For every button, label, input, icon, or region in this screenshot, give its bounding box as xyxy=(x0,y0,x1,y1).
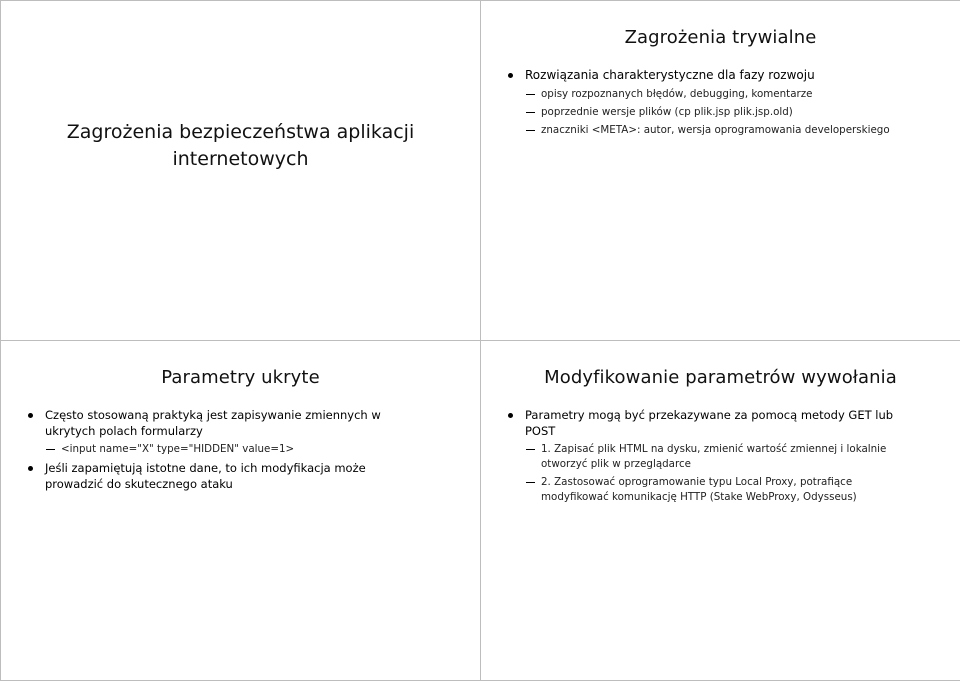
slide-title: Zagrożenia trywialne xyxy=(624,27,817,48)
slide-content xyxy=(45,407,420,492)
slide-content xyxy=(525,407,900,508)
slide-trivial-threats xyxy=(480,0,960,341)
bullet-item: Jeśli zapamiętują istotne dane, to ich modyfikacja może prowadzić do skutecznego ataku xyxy=(45,460,420,492)
slide-title-page xyxy=(0,0,481,341)
bullet-item: Często stosowaną praktyką jest zapisywanie zmiennych w ukrytych polach formularzy xyxy=(45,407,420,439)
bullet-item: Parametry mogą być przekazywane za pomocą metody GET lub POST xyxy=(525,407,900,439)
slide-modifying-parameters xyxy=(480,340,960,681)
sub-item: opisy rozpoznanych błędów, debugging, komentarze xyxy=(541,85,930,103)
sub-item: poprzednie wersje plików (cp plik.jsp plik.jsp.old) xyxy=(541,103,930,121)
sub-item: 2. Zastosować oprogramowanie typu Local Proxy, potrafiące modyfikować komunikację HTTP (Stake WebProxy, Odysseus) xyxy=(541,475,900,505)
slide-content xyxy=(525,67,930,139)
slide-title: Modyfikowanie parametrów wywołania xyxy=(544,367,897,388)
main-title-line-1: Zagrożenia bezpieczeństwa aplikacji xyxy=(66,121,415,143)
sub-item: 1. Zapisać plik HTML na dysku, zmienić wartość zmiennej i lokalnie otworzyć plik w przeglądarce xyxy=(541,442,900,472)
slide-hidden-parameters xyxy=(0,340,481,681)
bullet-item: Rozwiązania charakterystyczne dla fazy rozwoju xyxy=(525,67,930,83)
main-title-line-2: internetowych xyxy=(172,148,309,170)
sub-item: <input name="X" type="HIDDEN" value=1> xyxy=(61,442,420,457)
sub-item: znaczniki <META>: autor, wersja oprogramowania developerskiego xyxy=(541,121,930,139)
slide-main-title xyxy=(1,119,480,173)
slide-title: Parametry ukryte xyxy=(161,367,320,388)
